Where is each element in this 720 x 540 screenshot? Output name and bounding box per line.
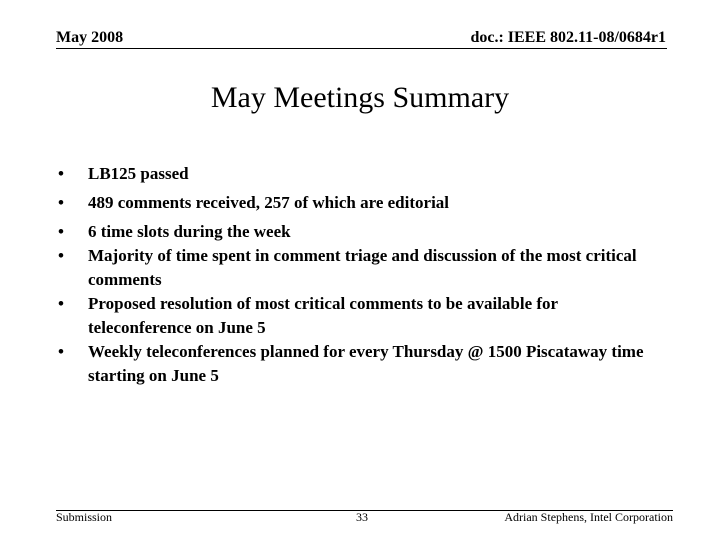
bullet-item bbox=[58, 340, 658, 388]
bullet-text: LB125 passed bbox=[88, 164, 189, 183]
bullet-icon: • bbox=[58, 164, 64, 183]
bullet-text: 489 comments received, 257 of which are editorial bbox=[88, 193, 450, 212]
bullet-icon: • bbox=[58, 193, 64, 212]
bullet-list bbox=[58, 162, 658, 393]
slide-title: May Meetings Summary bbox=[210, 81, 510, 114]
bullet-item bbox=[58, 220, 658, 244]
bullet-icon: • bbox=[58, 342, 64, 361]
bullet-icon: • bbox=[58, 246, 64, 265]
bullet-icon: • bbox=[58, 294, 64, 313]
bullet-text: Proposed resolution of most critical comments to be available for teleconference on June 5 bbox=[88, 294, 558, 337]
bullet-icon: • bbox=[58, 222, 64, 241]
bullet-text: Weekly teleconferences planned for every Thursday @ 1500 Piscataway time starting on June 5 bbox=[88, 342, 644, 385]
bullet-item bbox=[58, 162, 658, 186]
footer-submission: Submission bbox=[56, 510, 113, 524]
bullet-item bbox=[58, 244, 658, 292]
bullet-item bbox=[58, 191, 658, 215]
header-divider bbox=[56, 48, 667, 49]
page-number: 33 bbox=[356, 510, 368, 524]
bullet-item bbox=[58, 292, 658, 340]
header-date: May 2008 bbox=[56, 29, 124, 46]
footer-author: Adrian Stephens, Intel Corporation bbox=[504, 510, 673, 524]
header-doc-id: doc.: IEEE 802.11-08/0684r1 bbox=[470, 29, 666, 46]
bullet-text: Majority of time spent in comment triage and discussion of the most critical comments bbox=[88, 246, 637, 289]
bullet-text: 6 time slots during the week bbox=[88, 222, 291, 241]
